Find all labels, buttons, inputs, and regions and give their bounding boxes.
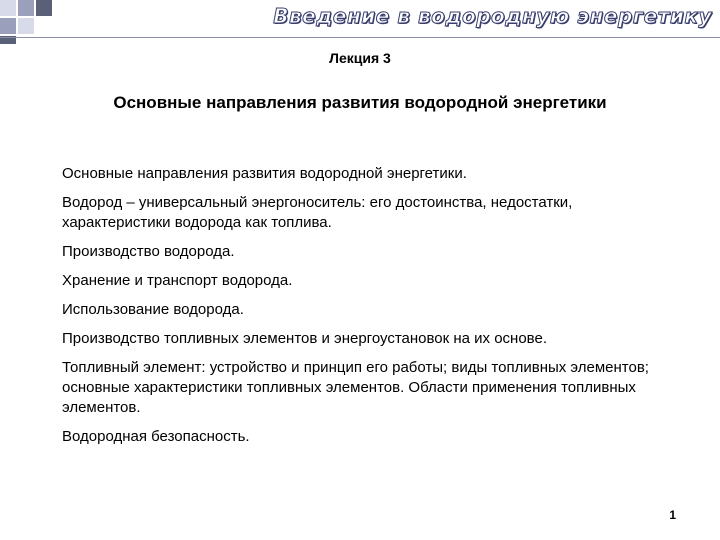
topic-item: Использование водорода. (62, 301, 244, 318)
deco-square-mid (0, 18, 16, 34)
topic-item: Топливный элемент: устройство и принцип его работы; виды топливных элементов; основные характеристики топливных элементов. Области применения топливных элементов. (62, 359, 649, 416)
deco-square-light (18, 18, 34, 34)
topic-item: Хранение и транспорт водорода. (62, 272, 293, 289)
topic-item: Производство топливных элементов и энергоустановок на их основе. (62, 330, 547, 347)
deco-square-dark (36, 0, 52, 16)
topic-item: Производство водорода. (62, 243, 235, 260)
topic-list (62, 164, 682, 456)
course-title: Введение в водородную энергетику (273, 4, 712, 28)
page-number: 1 (669, 508, 676, 522)
deco-square-light (0, 0, 16, 16)
deco-square-mid (18, 0, 34, 16)
lecture-title: Основные направления развития водородной энергетики (113, 93, 607, 112)
topic-item: Водородная безопасность. (62, 428, 250, 445)
lecture-number: Лекция 3 (329, 50, 391, 66)
topic-item: Водород – универсальный энергоноситель: его достоинства, недостатки, характеристики водорода как топлива. (62, 194, 573, 231)
header-rule (0, 37, 720, 38)
topic-item: Основные направления развития водородной энергетики. (62, 165, 467, 182)
